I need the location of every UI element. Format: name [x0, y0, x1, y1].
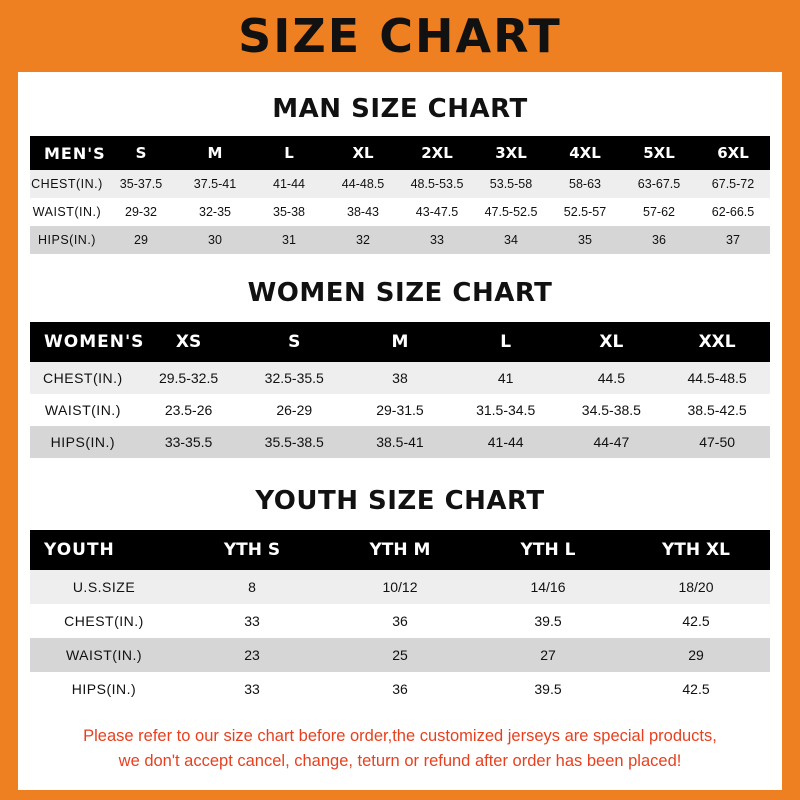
cell: 10/12 [382, 579, 418, 595]
bottom-accent-bar [0, 790, 800, 800]
cell: 38-43 [347, 205, 379, 219]
cell: 33 [430, 233, 444, 247]
cell: 39.5 [534, 681, 562, 697]
cell: 35-38 [273, 205, 305, 219]
page-title: SIZE CHART [238, 9, 562, 63]
row-label: CHEST(IN.) [43, 370, 123, 386]
cell: 33-35.5 [164, 434, 213, 450]
cell: 18/20 [678, 579, 714, 595]
table-row [30, 362, 770, 394]
row-label: WAIST(IN.) [65, 647, 143, 663]
header-cell-xs: XS [175, 332, 202, 352]
content [18, 94, 782, 774]
cell: 44-48.5 [341, 177, 385, 191]
header-cell-label: YOUTH [44, 540, 115, 560]
cell: 25 [392, 647, 408, 663]
cell: 38.5-41 [376, 434, 424, 450]
header-cell-yth-s: YTH S [223, 540, 281, 560]
table-header-row [30, 530, 770, 570]
cell: 52.5-57 [563, 205, 607, 219]
footer-note-line-1: Please refer to our size chart before order,the customized jerseys are special products, [83, 727, 717, 745]
header-cell-xl: XL [599, 332, 624, 352]
cell: 29 [134, 233, 148, 247]
cell: 37.5-41 [193, 177, 237, 191]
cell: 47-50 [699, 434, 736, 450]
table-row [30, 426, 770, 458]
cell: 42.5 [682, 613, 710, 629]
table-row [30, 198, 770, 226]
header-cell-2xl: 2XL [421, 144, 453, 162]
cell: 36 [392, 613, 408, 629]
cell: 63-67.5 [637, 177, 681, 191]
cell: 29-32 [125, 205, 157, 219]
header-cell-xxl: XXL [698, 332, 736, 352]
cell: 37 [726, 233, 740, 247]
banner [0, 0, 800, 72]
header-cell-6xl: 6XL [717, 144, 749, 162]
cell: 23 [244, 647, 260, 663]
cell: 62-66.5 [711, 205, 755, 219]
cell: 35 [578, 233, 592, 247]
row-label: HIPS(IN.) [71, 681, 137, 697]
women-section-title: WOMEN SIZE CHART [247, 278, 553, 308]
table-row [30, 394, 770, 426]
cell: 42.5 [682, 681, 710, 697]
cell: 29.5-32.5 [158, 370, 219, 386]
cell: 44.5 [597, 370, 625, 386]
cell: 34 [504, 233, 518, 247]
cell: 31 [282, 233, 296, 247]
header-cell-m: M [391, 332, 409, 352]
row-label: CHEST(IN.) [31, 177, 103, 191]
cell: 33 [244, 613, 260, 629]
cell: 33 [244, 681, 260, 697]
header-cell-yth-xl: YTH XL [662, 540, 730, 560]
header-cell-label: MEN'S [44, 143, 106, 163]
footer-note [30, 724, 770, 774]
cell: 39.5 [534, 613, 562, 629]
cell: 26-29 [276, 402, 313, 418]
table-row [30, 170, 770, 198]
header-cell-l: L [284, 144, 294, 162]
cell: 35.5-38.5 [264, 434, 324, 450]
cell: 36 [392, 681, 408, 697]
header-cell-s: S [135, 144, 147, 162]
row-label: HIPS(IN.) [50, 434, 116, 450]
cell: 38.5-42.5 [687, 402, 747, 418]
cell: 43-47.5 [415, 205, 459, 219]
cell: 35-37.5 [119, 177, 163, 191]
row-label: U.S.SIZE [72, 579, 136, 595]
row-label: WAIST(IN.) [44, 402, 121, 418]
cell: 38 [392, 370, 408, 386]
cell: 32 [356, 233, 370, 247]
cell: 57-62 [643, 205, 675, 219]
man-section-title: MAN SIZE CHART [272, 94, 528, 124]
cell: 14/16 [530, 579, 566, 595]
footer-note-line-2: we don't accept cancel, change, teturn or refund after order has been placed! [118, 751, 682, 770]
table-header-row [30, 136, 770, 170]
youth-size-table [30, 530, 770, 706]
header-cell-m: M [207, 144, 223, 162]
cell: 32.5-35.5 [264, 370, 324, 386]
cell: 32-35 [199, 205, 231, 219]
cell: 41-44 [273, 177, 305, 191]
table-row [30, 570, 770, 604]
table-header-row [30, 322, 770, 362]
header-cell-4xl: 4XL [569, 144, 601, 162]
row-label: CHEST(IN.) [64, 613, 144, 629]
row-label: WAIST(IN.) [32, 205, 102, 219]
header-cell-xl: XL [352, 144, 374, 162]
man-size-table [30, 136, 770, 254]
table-row [30, 638, 770, 672]
header-cell-l: L [500, 332, 512, 352]
cell: 36 [652, 233, 666, 247]
cell: 29-31.5 [376, 402, 424, 418]
cell: 29 [688, 647, 704, 663]
cell: 23.5-26 [164, 402, 213, 418]
header-cell-label: WOMEN'S [44, 332, 145, 352]
table-row [30, 604, 770, 638]
youth-section-title: YOUTH SIZE CHART [255, 486, 545, 516]
cell: 31.5-34.5 [476, 402, 536, 418]
cell: 48.5-53.5 [410, 177, 464, 191]
cell: 41-44 [487, 434, 524, 450]
cell: 53.5-58 [489, 177, 533, 191]
women-size-table [30, 322, 770, 458]
header-cell-yth-m: YTH M [369, 540, 431, 560]
cell: 30 [208, 233, 222, 247]
cell: 58-63 [569, 177, 601, 191]
cell: 34.5-38.5 [581, 402, 641, 418]
row-label: HIPS(IN.) [38, 233, 96, 247]
cell: 8 [248, 579, 256, 595]
cell: 47.5-52.5 [484, 205, 538, 219]
cell: 67.5-72 [711, 177, 755, 191]
table-row [30, 672, 770, 706]
header-cell-s: S [288, 332, 301, 352]
header-cell-3xl: 3XL [495, 144, 527, 162]
cell: 41 [497, 370, 514, 386]
cell: 44.5-48.5 [687, 370, 747, 386]
header-cell-5xl: 5XL [643, 144, 675, 162]
header-cell-yth-l: YTH L [520, 540, 576, 560]
table-row [30, 226, 770, 254]
cell: 27 [540, 647, 556, 663]
cell: 44-47 [593, 434, 630, 450]
